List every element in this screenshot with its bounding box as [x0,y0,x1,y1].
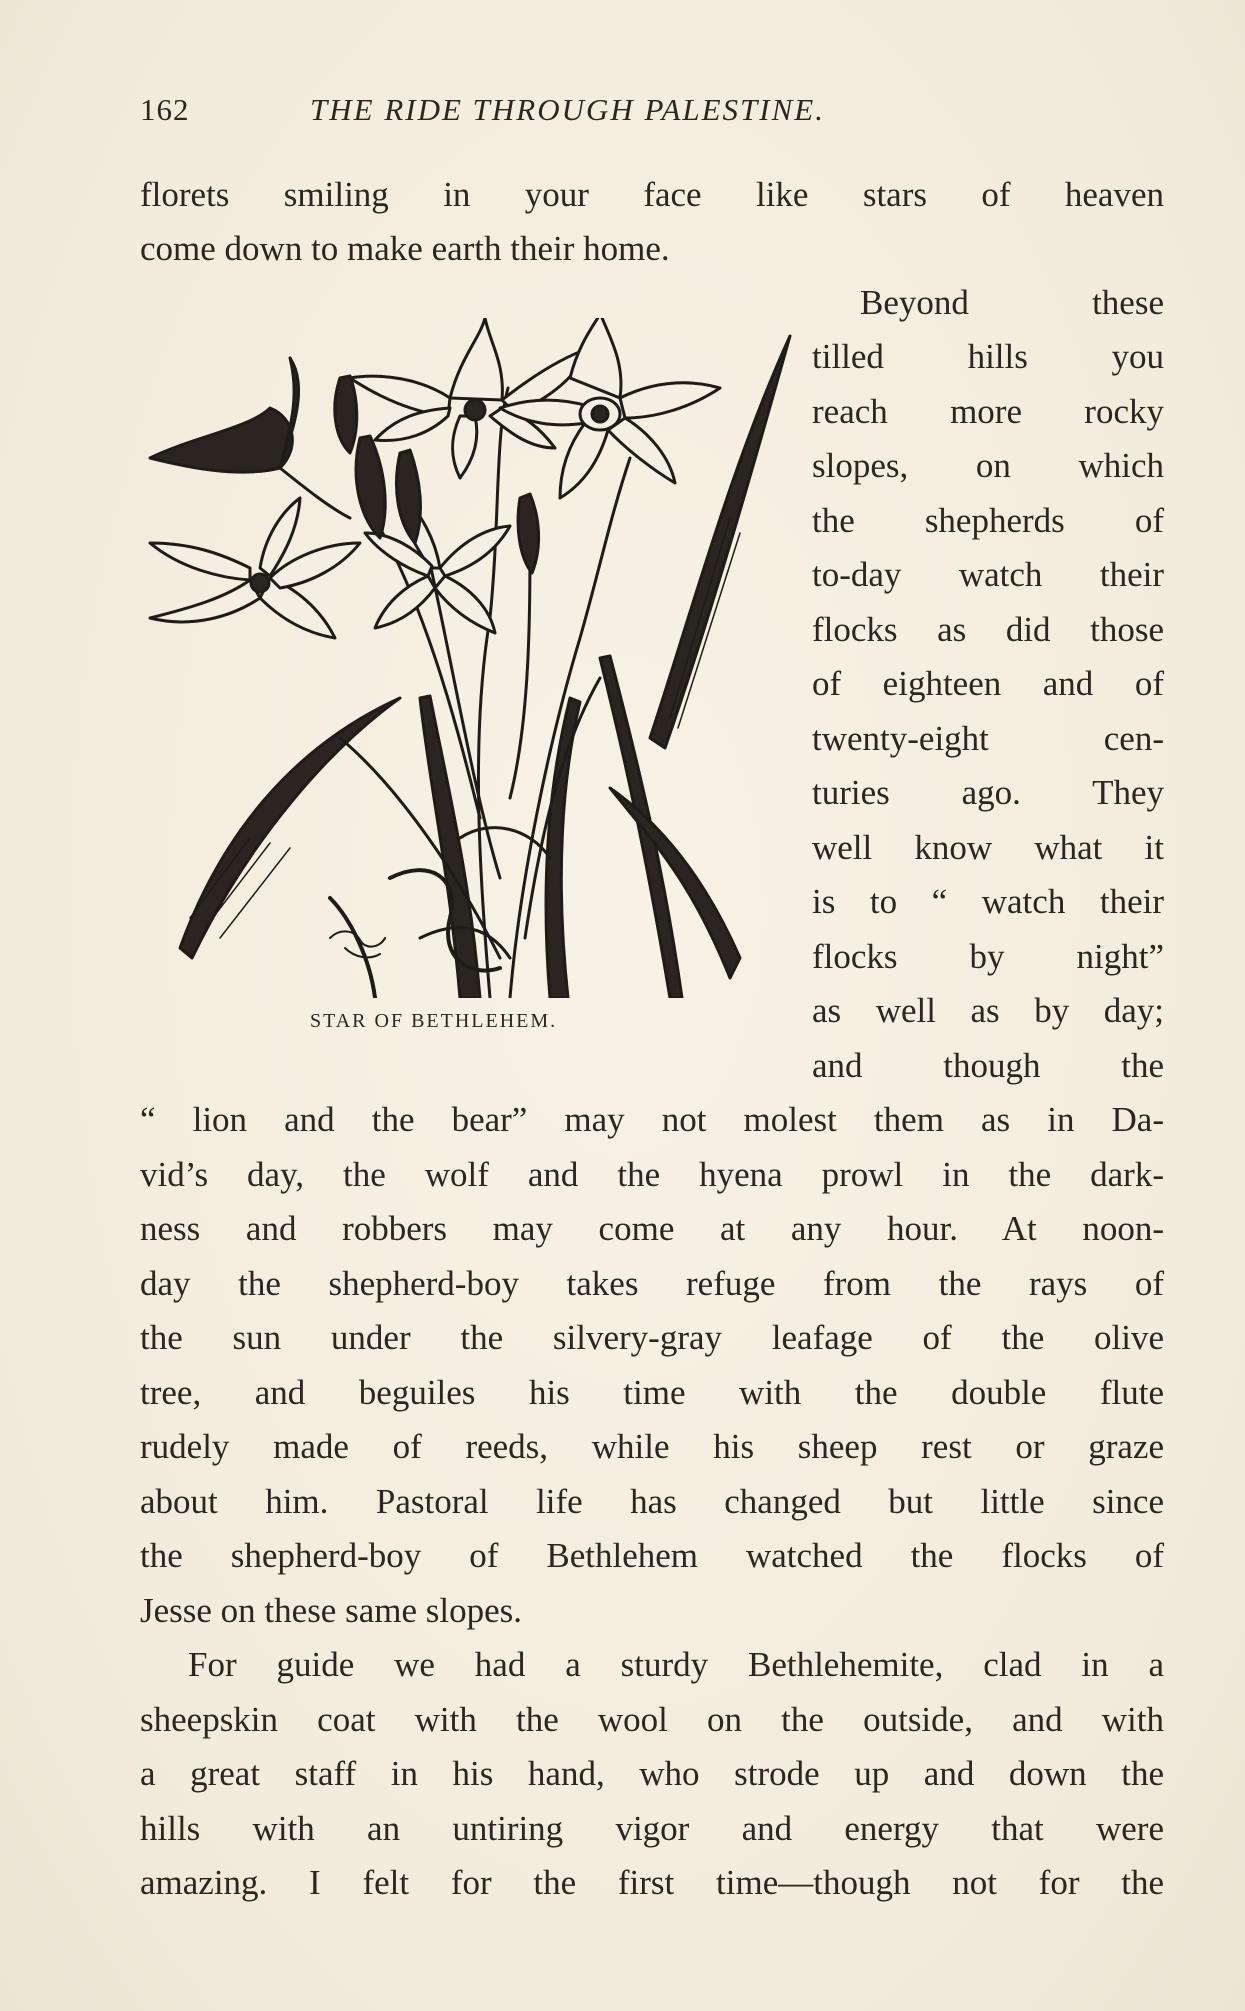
text-line: the sun under the silvery-gray leafage of the olive [140,1318,1164,1357]
text-line: tree, and beguiles his time with the double flute [140,1373,1164,1412]
text-line: about him. Pastoral life has changed but little since [140,1482,1164,1521]
text-line: come down to make earth their home. [140,229,670,268]
text-line: of eighteen and of [812,664,1164,703]
text-line: the shepherd-boy of Bethlehem watched the flocks of [140,1536,1164,1575]
text-line: reach more rocky [812,392,1164,431]
text-line: is to “ watch their [812,882,1164,921]
text-line: vid’s day, the wolf and the hyena prowl in the dark- [140,1155,1164,1194]
text-line: to-day watch their [812,555,1164,594]
page-header [140,92,1010,136]
running-title: THE RIDE THROUGH PALESTINE. [310,92,825,127]
star-of-bethlehem-illustration [130,318,795,998]
text-line: florets smiling in your face like stars of heaven [140,175,1164,214]
text-line: flocks as did those [812,610,1164,649]
text-line: Jesse on these same slopes. [140,1591,523,1630]
text-line: well know what it [812,828,1164,867]
text-line: flocks by night” [812,937,1164,976]
flower-engraving [130,318,795,998]
figure-caption: STAR OF BETHLEHEM. [310,1010,558,1032]
text-line: slopes, on which [812,446,1164,485]
text-line: For guide we had a sturdy Bethlehemite, clad in a [188,1645,1164,1684]
text-line: the shepherds of [812,501,1164,540]
text-line: a great staff in his hand, who strode up and down the [140,1754,1164,1793]
text-line: twenty-eight cen- [812,719,1164,758]
text-line: ness and robbers may come at any hour. At noon- [140,1209,1164,1248]
text-line: rudely made of reeds, while his sheep rest or graze [140,1427,1164,1466]
page-number: 162 [140,92,190,127]
text-line: hills with an untiring vigor and energy that were [140,1809,1164,1848]
text-line: Beyond these [860,283,1164,322]
text-line: “ lion and the bear” may not molest them as in Da- [140,1100,1164,1139]
text-line: sheepskin coat with the wool on the outside, and with [140,1700,1164,1739]
text-line: day the shepherd-boy takes refuge from the rays of [140,1264,1164,1303]
text-line: amazing. I felt for the first time—though not for the [140,1863,1164,1902]
text-line: tilled hills you [812,337,1164,376]
text-line: as well as by day; [812,991,1164,1030]
text-line: turies ago. They [812,773,1164,812]
text-line: and though the [812,1046,1164,1085]
